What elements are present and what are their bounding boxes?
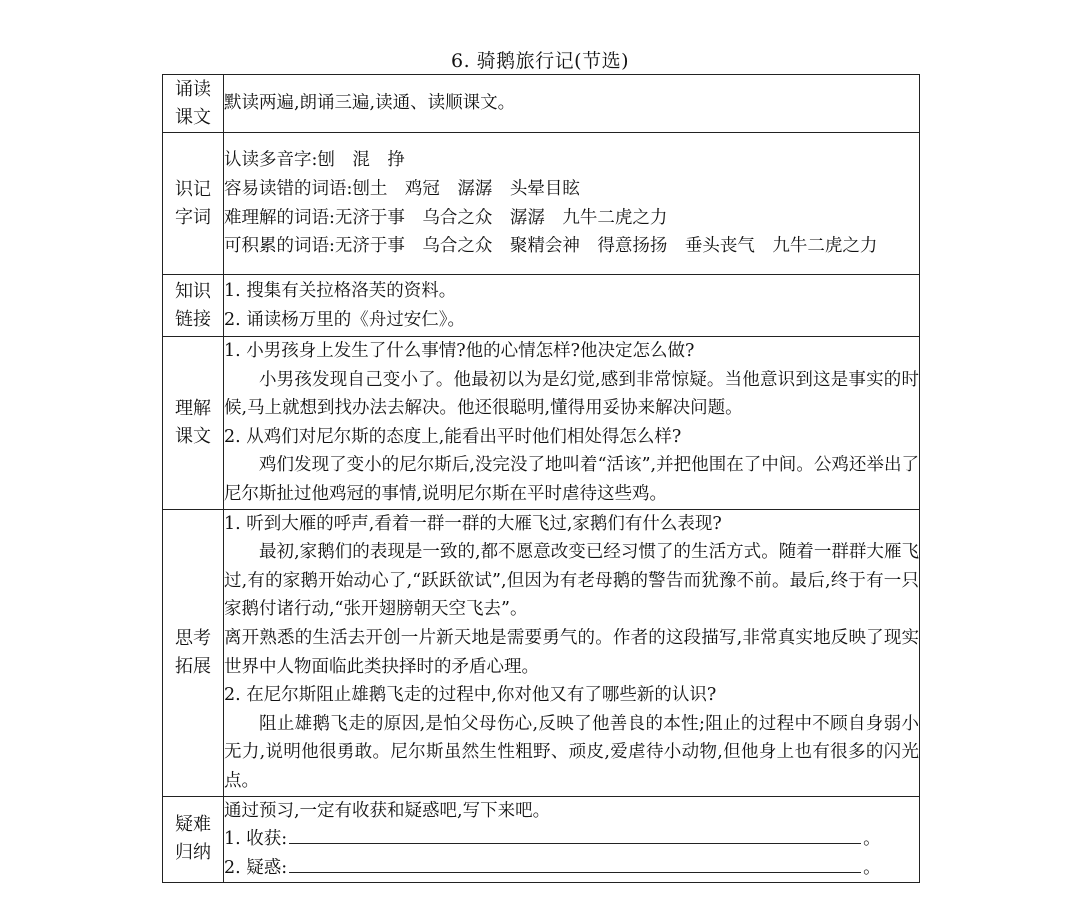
row-content-vocabulary xyxy=(224,133,920,275)
row-label-recite: 诵读课文 xyxy=(163,75,224,133)
answer: 离开熟悉的生活去开创一片新天地是需要勇气的。作者的这段描写,非常真实地反映了现实世界中人物面临此类抉择时的矛盾心理。 xyxy=(224,627,919,677)
doubt-end-mark: 。 xyxy=(863,857,881,878)
doubt-blank[interactable] xyxy=(289,854,861,873)
row-knowledge xyxy=(163,275,920,337)
row-recite xyxy=(163,75,920,133)
row-understand xyxy=(163,337,920,510)
doubt-label: 2. 疑惑: xyxy=(224,857,288,878)
row-content-knowledge xyxy=(224,275,920,337)
answer: 最初,家鹅们的表现是一致的,都不愿意改变已经习惯了的生活方式。随着一群群大雁飞过,有的家鹅开始动心了,“跃跃欲试”,但因为有老母鹅的警告而犹豫不前。最后,终于有一只家鹅付诸行动,“张开翅膀朝天空飞去”。 xyxy=(224,542,919,620)
gain-label: 1. 收获: xyxy=(224,829,288,850)
answer: 阻止雄鹅飞走的原因,是怕父母伤心,反映了他善良的本性;阻止的过程中不顾自身弱小无力,说明他很勇敢。尼尔斯虽然生性粗野、顽皮,爱虐待小动物,但他身上也有很多的闪光点。 xyxy=(224,713,919,791)
doubt-line xyxy=(224,854,919,883)
page-title: 6. 骑鹅旅行记(节选) xyxy=(451,50,629,72)
question: 2. 在尼尔斯阻止雄鹅飞走的过程中,你对他又有了哪些新的认识? xyxy=(224,685,717,706)
question: 1. 听到大雁的呼声,看着一群一群的大雁飞过,家鹅们有什么表现? xyxy=(224,513,722,534)
knowledge-item: 1. 搜集有关拉格洛芙的资料。 xyxy=(224,280,457,301)
row-content-summary xyxy=(224,796,920,883)
row-content-extend xyxy=(224,509,920,796)
row-extend xyxy=(163,509,920,796)
gain-end-mark: 。 xyxy=(863,829,881,850)
answer: 鸡们发现了变小的尼尔斯后,没完没了地叫着“活该”,并把他围在了中间。公鸡还举出了尼尔斯扯过他鸡冠的事情,说明尼尔斯在平时虐待这些鸡。 xyxy=(224,455,919,504)
polyphonic-chars: 认读多音字:刨 混 挣 xyxy=(224,150,405,171)
row-label-summary: 疑难归纳 xyxy=(163,796,224,883)
row-content-recite xyxy=(224,75,920,133)
easy-misread-words: 容易读错的词语:刨土 鸡冠 潺潺 头晕目眩 xyxy=(224,178,580,199)
gain-blank[interactable] xyxy=(289,825,861,844)
gain-line xyxy=(224,825,919,854)
question: 1. 小男孩身上发生了什么事情?他的心情怎样?他决定怎么做? xyxy=(224,341,695,361)
row-label-knowledge: 知识链接 xyxy=(163,275,224,337)
row-content-understand xyxy=(224,337,920,510)
recite-text: 默读两遍,朗诵三遍,读通、读顺课文。 xyxy=(224,93,516,114)
hard-words: 难理解的词语:无济于事 乌合之众 潺潺 九牛二虎之力 xyxy=(224,207,668,228)
row-vocabulary xyxy=(163,133,920,275)
row-label-understand: 理解课文 xyxy=(163,337,224,510)
answer: 小男孩发现自己变小了。他最初以为是幻觉,感到非常惊疑。当他意识到这是事实的时候,马上就想到找办法去解决。他还很聪明,懂得用妥协来解决问题。 xyxy=(224,369,919,419)
study-table xyxy=(162,74,920,883)
row-summary xyxy=(163,796,920,883)
summary-intro: 通过预习,一定有收获和疑惑吧,写下来吧。 xyxy=(224,800,551,821)
row-label-vocabulary: 识记字词 xyxy=(163,133,224,275)
accumulate-words: 可积累的词语:无济于事 乌合之众 聚精会神 得意扬扬 垂头丧气 九牛二虎之力 xyxy=(224,236,878,257)
row-label-extend: 思考拓展 xyxy=(163,509,224,796)
knowledge-item: 2. 诵读杨万里的《舟过安仁》。 xyxy=(224,309,466,330)
question: 2. 从鸡们对尼尔斯的态度上,能看出平时他们相处得怎么样? xyxy=(224,426,682,447)
